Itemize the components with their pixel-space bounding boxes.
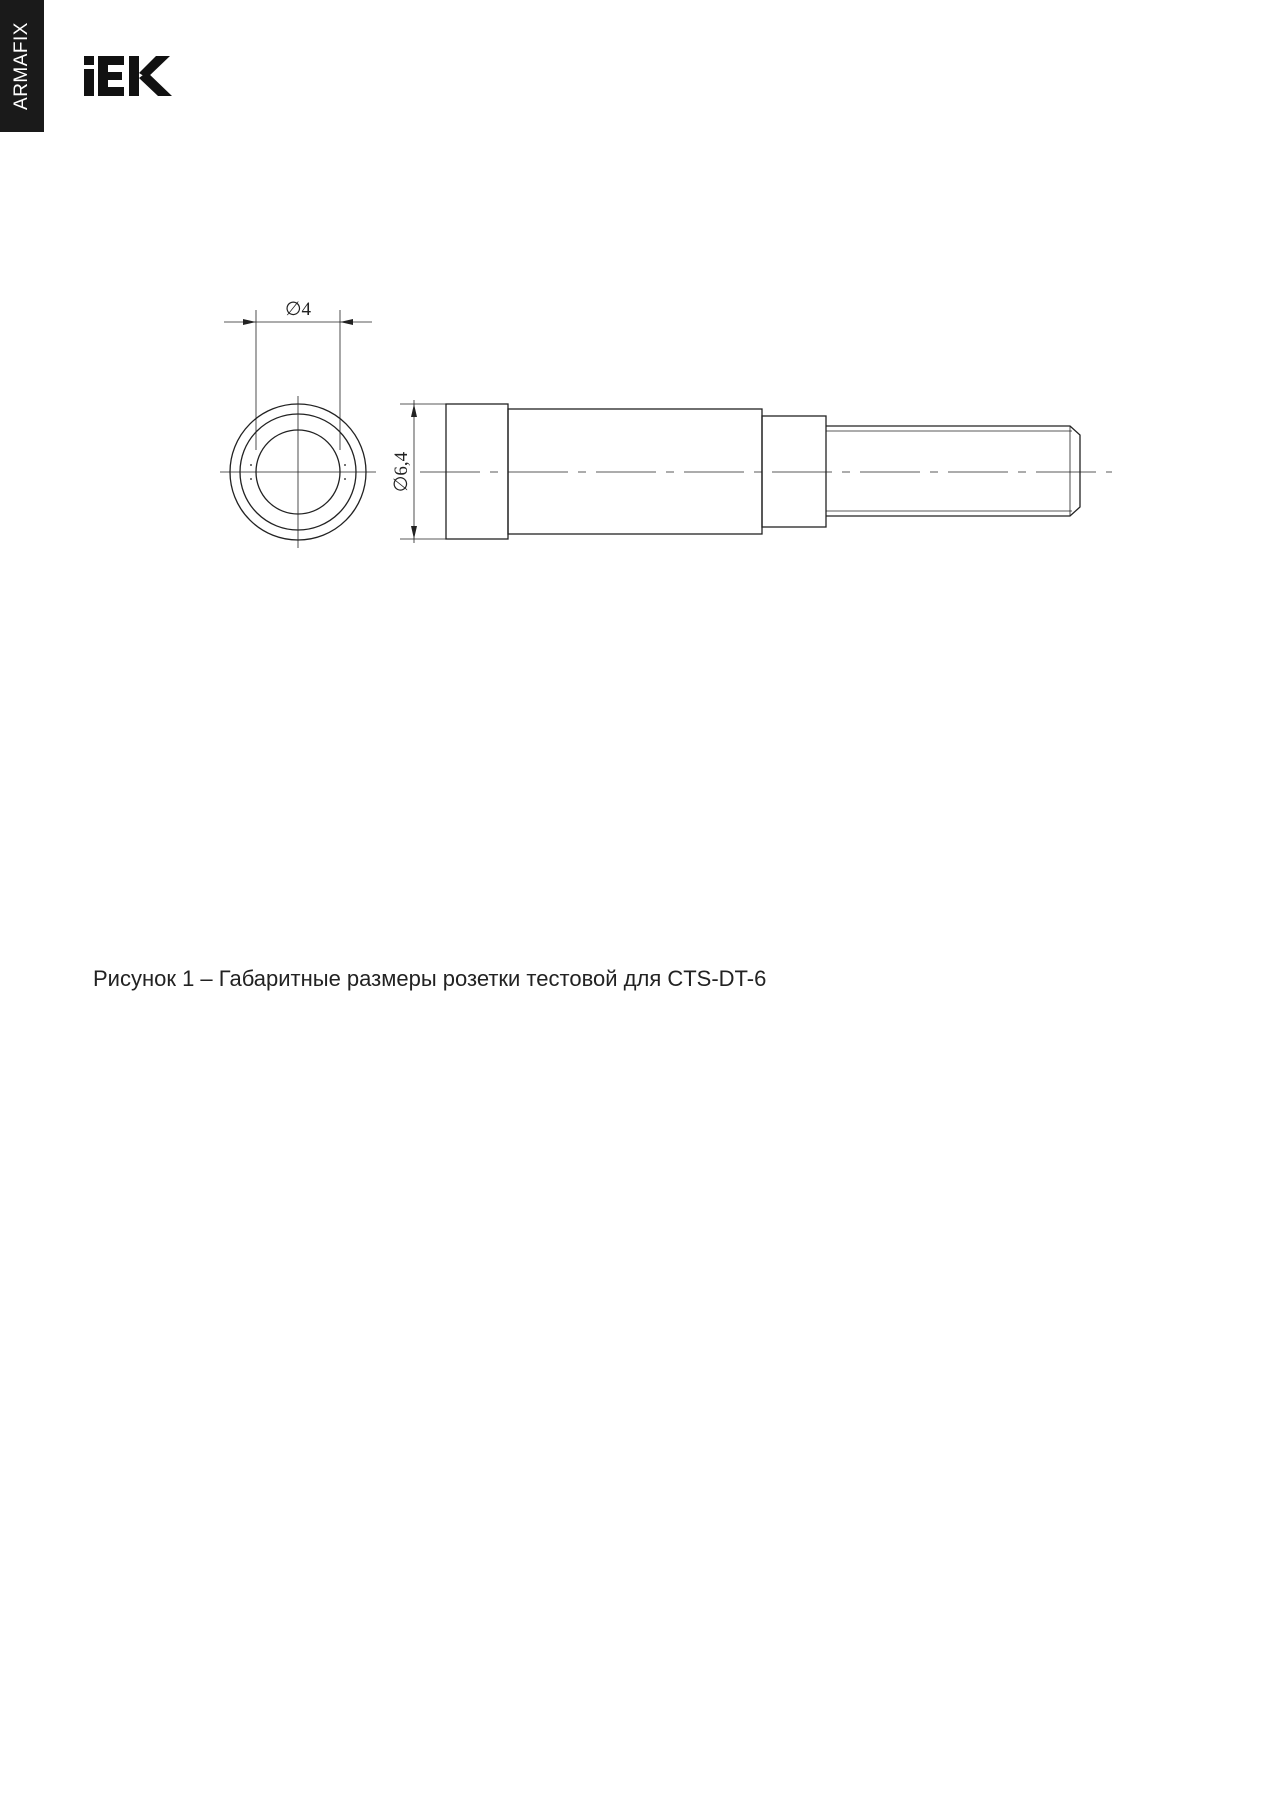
dim64-arrow-top bbox=[411, 404, 417, 417]
dim-inner-diameter-label: ∅4 bbox=[284, 300, 312, 320]
side-view-collar bbox=[446, 404, 508, 539]
technical-drawing bbox=[0, 300, 1280, 560]
side-view-body bbox=[508, 409, 762, 534]
dim4-arrow-left bbox=[243, 319, 256, 325]
dim64-arrow-bottom bbox=[411, 526, 417, 539]
side-view-pin bbox=[826, 426, 1080, 516]
figure-caption: Рисунок 1 – Габаритные размеры розетки тестовой для CTS-DT-6 bbox=[93, 966, 767, 991]
side-tab bbox=[0, 0, 44, 132]
iek-logo-icon bbox=[84, 56, 172, 96]
dim4-arrow-right bbox=[340, 319, 353, 325]
dim-outer-diameter-label: ∅6,4 bbox=[391, 451, 412, 493]
side-view-step bbox=[762, 416, 826, 527]
iek-logo bbox=[84, 56, 172, 96]
side-tab-label: ARMAFIX bbox=[11, 22, 32, 110]
